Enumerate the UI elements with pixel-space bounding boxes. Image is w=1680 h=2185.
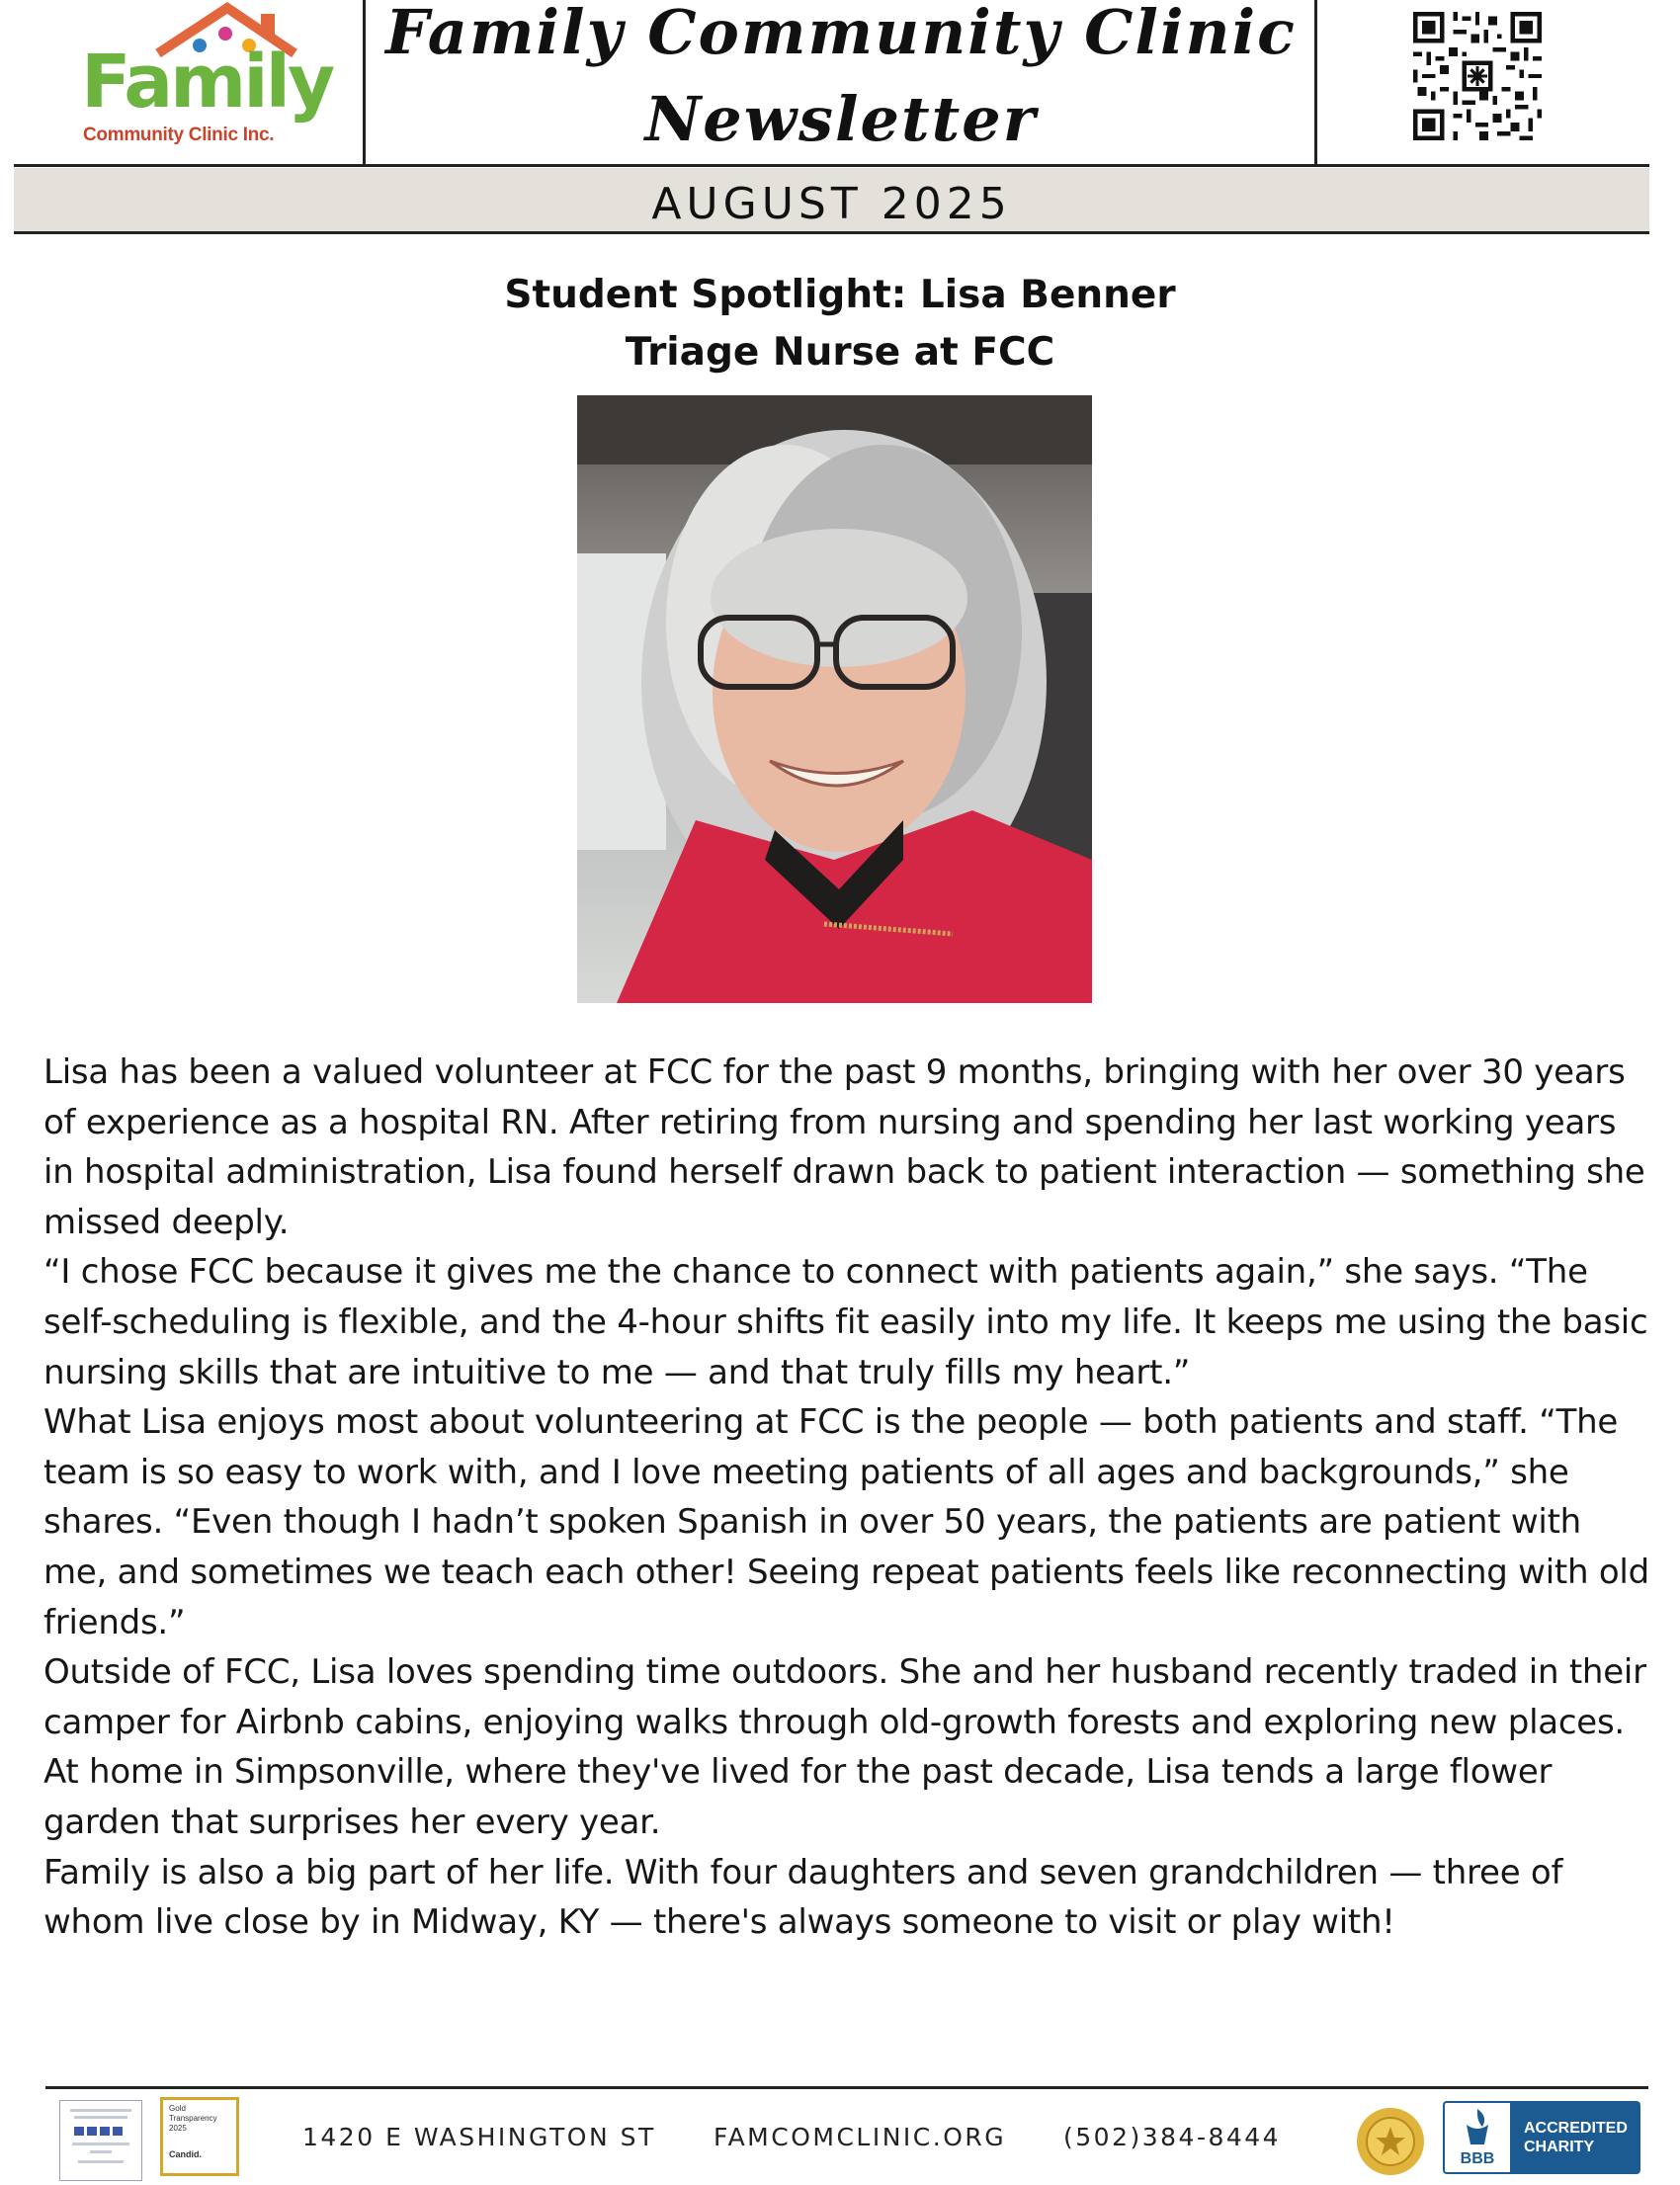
clinic-logo	[69, 0, 336, 158]
newsletter-title-line1: Family Community Clinic	[385, 0, 1297, 68]
footer-website[interactable]: FAMCOMCLINIC.ORG	[714, 2123, 1007, 2151]
issue-date: AUGUST 2025	[651, 179, 1012, 229]
lisa-benner-photo	[577, 395, 1092, 1003]
spotlight-title: Student Spotlight: Lisa Benner	[504, 273, 1176, 317]
article-paragraph: Lisa has been a valued volunteer at FCC for the past 9 months, bringing with her over 30 years of experience as a hospital RN. After retiring from nursing and spending her last working years in hospital administration, Lisa found herself drawn back to patient interaction — something she missed deeply.	[43, 1052, 1645, 1242]
qr-code-icon	[1413, 12, 1542, 140]
bbb-line1: ACCREDITED	[1524, 2120, 1628, 2137]
article-paragraph: “I chose FCC because it gives me the chance to connect with patients again,” she says. “The self-scheduling is flexible, and the 4-hour shifts fit easily into my life. It keeps me using the basic nursing skills that are intuitive to me — and that truly fills my heart.”	[43, 1252, 1648, 1392]
spotlight-subtitle: Triage Nurse at FCC	[625, 330, 1055, 375]
banner-bottom-rule	[14, 231, 1649, 234]
footer-address: 1420 E WASHINGTON ST	[302, 2123, 656, 2151]
badge-line: Transparency	[169, 2114, 217, 2123]
issue-date-banner	[14, 168, 1649, 231]
article-paragraph: What Lisa enjoys most about volunteering at FCC is the people — both patients and staff. “The team is so easy to work with, and I love meeting patients of all ages and backgrounds,” she shares. “Even though I hadn’t spoken Spanish in over 50 years, the patients are patient with me, and sometimes we teach each other! Seeing repeat patients feels like reconnecting with old friends.”	[43, 1402, 1649, 1642]
logo-wordmark: Family	[81, 40, 333, 125]
logo-subtitle: Community Clinic Inc.	[83, 125, 275, 145]
footer-rule	[45, 2086, 1648, 2089]
article-paragraph: Outside of FCC, Lisa loves spending time outdoors. She and her husband recently traded in their camper for Airbnb cabins, enjoying walks through old-growth forests and exploring new places. At home in Simpsonville, where they've lived for the past decade, Lisa tends a large flower garden that surprises her every year.	[43, 1652, 1646, 1842]
volunteer-badge-icon	[59, 2100, 142, 2181]
article-body	[43, 1048, 1654, 1948]
badge-line: 2025	[169, 2124, 187, 2133]
candid-transparency-badge	[160, 2097, 239, 2176]
bbb-torch-icon	[1443, 2101, 1512, 2174]
header-divider-left	[363, 0, 366, 166]
badge-line: Gold	[169, 2104, 186, 2113]
bbb-accredited-charity-badge	[1443, 2101, 1640, 2174]
badge-line: Candid.	[169, 2149, 202, 2159]
article-paragraph: Family is also a big part of her life. With four daughters and seven grandchildren — three of whom live close by in Midway, KY — there's always someone to visit or play with!	[43, 1852, 1563, 1943]
gold-seal-icon	[1356, 2107, 1425, 2176]
bbb-mark: BBB	[1460, 2150, 1495, 2167]
header-divider-right	[1314, 0, 1317, 166]
newsletter-title-line2: Newsletter	[644, 83, 1038, 155]
header-bottom-rule	[14, 164, 1649, 167]
footer-phone: (502)384-8444	[1063, 2123, 1282, 2151]
bbb-line2: CHARITY	[1524, 2139, 1595, 2155]
